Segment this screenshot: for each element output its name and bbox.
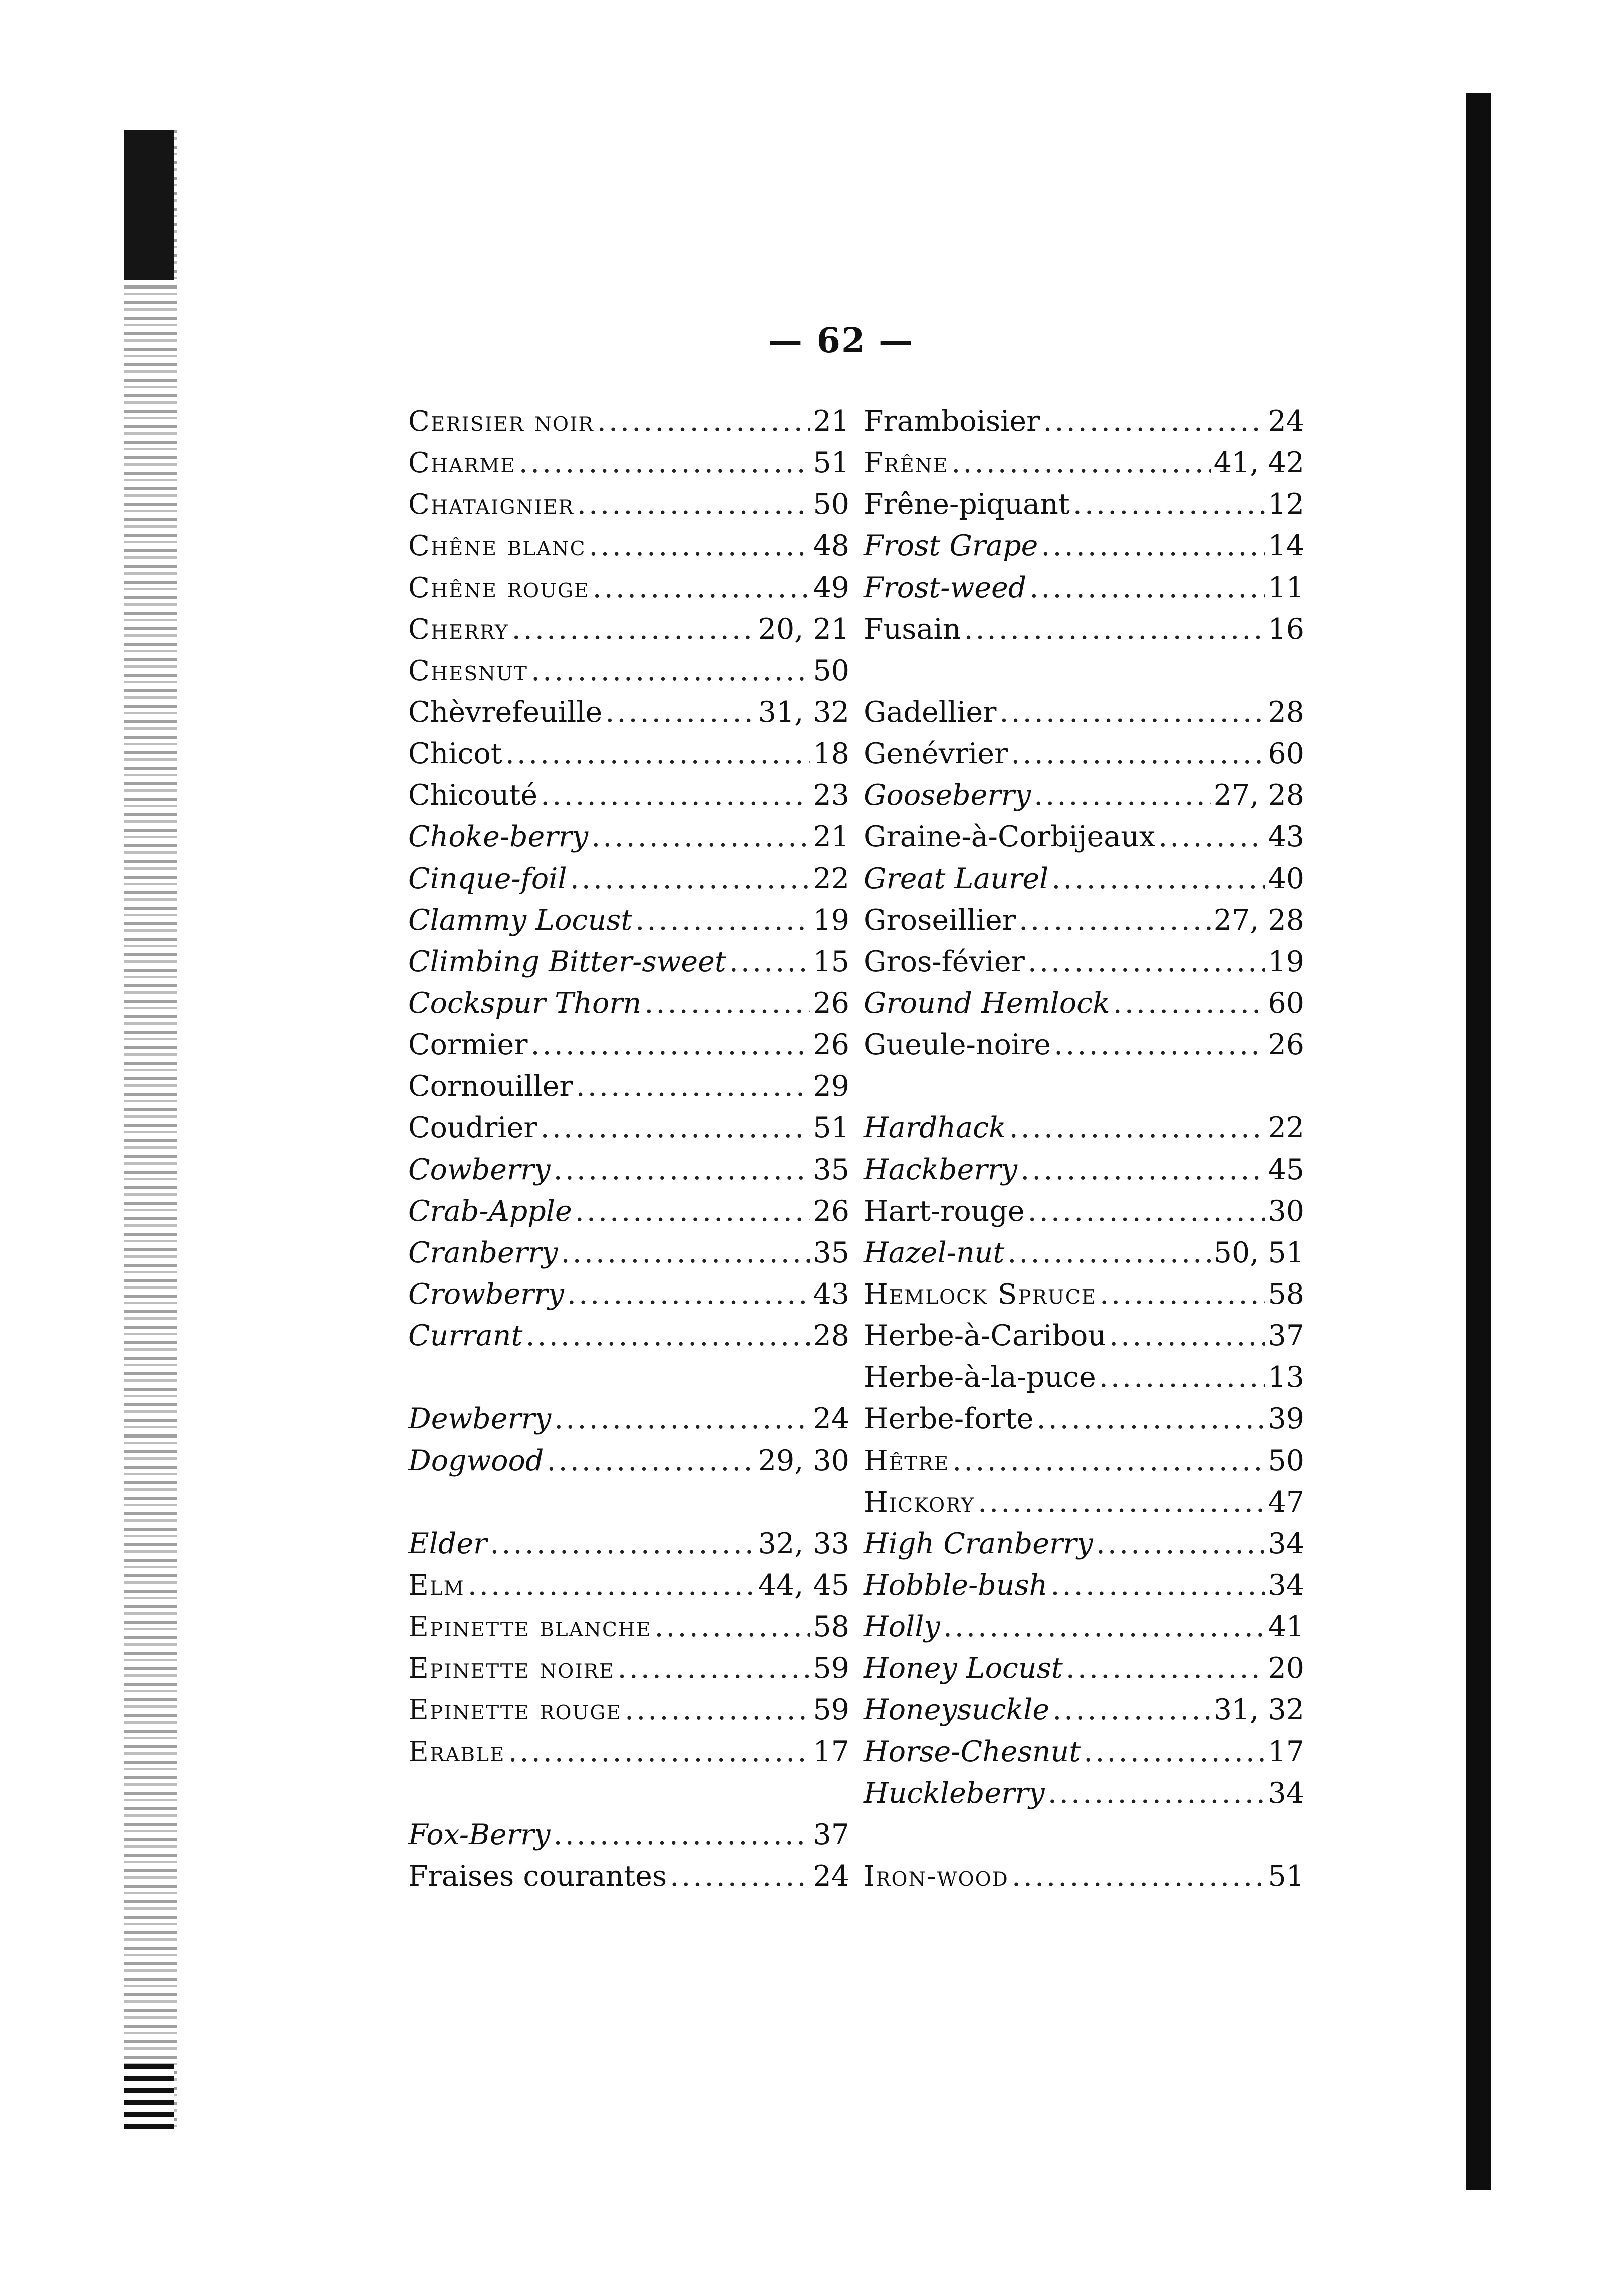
index-entry	[408, 983, 849, 1024]
index-entry	[864, 692, 1304, 733]
dot-leader	[1034, 775, 1211, 816]
index-page-refs: 58	[1268, 1278, 1304, 1311]
dot-leader	[625, 1689, 810, 1731]
index-entry	[408, 650, 849, 692]
index-entry	[864, 900, 1304, 941]
scan-edge-left-bottom	[124, 2064, 174, 2134]
index-section-gap	[408, 1357, 849, 1398]
index-page-refs: 12	[1268, 488, 1304, 521]
dot-leader	[468, 1565, 755, 1606]
dot-leader	[554, 1398, 810, 1440]
scan-edge-right	[1466, 93, 1491, 2190]
index-page-refs: 58	[813, 1610, 849, 1643]
index-term: Framboisier	[864, 405, 1040, 438]
index-term: Graine-à-Corbijeaux	[864, 820, 1156, 853]
dot-leader	[597, 401, 810, 442]
index-entry	[408, 1440, 849, 1482]
index-entry	[408, 442, 849, 484]
dot-leader	[1036, 1398, 1265, 1440]
index-entry	[408, 1232, 849, 1274]
index-term: Honey Locust	[864, 1652, 1063, 1685]
index-entry	[864, 1565, 1304, 1606]
index-page-refs: 13	[1268, 1361, 1304, 1394]
index-page-refs: 40	[1268, 862, 1304, 895]
index-entry	[408, 733, 849, 775]
index-page-refs: 50	[1268, 1444, 1304, 1477]
index-entry	[408, 484, 849, 525]
index-term: Fraises courantes	[408, 1860, 667, 1893]
dot-leader	[575, 1191, 810, 1232]
index-term: Fox-Berry	[408, 1818, 551, 1851]
index-term: Hardhack	[864, 1111, 1006, 1144]
dot-leader	[525, 1315, 810, 1357]
dot-leader	[644, 983, 810, 1024]
dot-leader	[1158, 816, 1265, 858]
index-page-refs: 59	[813, 1693, 849, 1727]
index-page-refs: 50, 51	[1213, 1236, 1304, 1269]
index-entry	[864, 442, 1304, 484]
index-term: Hêtre	[864, 1445, 950, 1477]
index-term: Chesnut	[408, 655, 528, 687]
index-page-refs: 34	[1268, 1527, 1304, 1560]
index-page-refs: 31, 32	[758, 696, 849, 729]
index-entry	[408, 1274, 849, 1315]
index-term: Hart-rouge	[864, 1195, 1025, 1228]
dot-leader	[591, 816, 810, 858]
page-number: — 62 —	[768, 321, 914, 361]
index-page-refs: 45	[1268, 1153, 1304, 1186]
index-entry	[408, 1731, 849, 1773]
index-page-refs: 26	[813, 1195, 849, 1228]
index-term: Honeysuckle	[864, 1693, 1050, 1727]
index-term: Gueule-noire	[864, 1028, 1051, 1061]
dot-leader	[1009, 1107, 1265, 1149]
index-term: Hobble-bush	[864, 1569, 1048, 1602]
index-entry	[408, 1107, 849, 1149]
index-entry	[408, 1066, 849, 1107]
dot-leader	[1011, 733, 1265, 775]
index-entry	[864, 1731, 1304, 1773]
index-entry	[864, 733, 1304, 775]
dot-leader	[541, 775, 810, 816]
index-entry	[864, 1232, 1304, 1274]
index-entry	[408, 1398, 849, 1440]
index-entry	[408, 567, 849, 609]
index-entry	[864, 525, 1304, 567]
index-page-refs: 19	[1268, 945, 1304, 978]
index-page-refs: 24	[813, 1860, 849, 1893]
index-term: Cherry	[408, 613, 509, 646]
dot-leader	[1050, 1565, 1265, 1606]
index-page-refs: 50	[813, 488, 849, 521]
dot-leader	[530, 1024, 810, 1066]
index-term: Frost Grape	[864, 529, 1038, 562]
index-term: Climbing Bitter-sweet	[408, 945, 726, 978]
index-entry	[864, 1440, 1304, 1482]
index-term: Huckleberry	[864, 1777, 1045, 1810]
index-entry	[408, 775, 849, 816]
dot-leader	[1099, 1357, 1265, 1398]
index-term: Chataignier	[408, 488, 574, 521]
index-term: Clammy Locust	[408, 904, 633, 937]
index-entry	[408, 1606, 849, 1648]
index-entry	[864, 941, 1304, 983]
index-entry	[864, 1149, 1304, 1191]
dot-leader	[1020, 1149, 1265, 1191]
index-entry	[864, 1191, 1304, 1232]
index-term: Epinette rouge	[408, 1694, 622, 1727]
index-section-gap	[408, 1482, 849, 1523]
dot-leader	[519, 442, 810, 484]
index-page-refs: 20, 21	[758, 613, 849, 646]
index-page-refs: 29, 30	[758, 1444, 849, 1477]
index-term: High Cranberry	[864, 1527, 1093, 1560]
index-term: Fusain	[864, 613, 961, 646]
index-term: Cockspur Thorn	[408, 987, 642, 1020]
index-page-refs: 49	[813, 571, 849, 604]
index-entry	[864, 1398, 1304, 1440]
index-entry	[408, 1315, 849, 1357]
index-entry	[864, 775, 1304, 816]
index-term: Cinque-foil	[408, 862, 567, 895]
dot-leader	[964, 609, 1265, 650]
index-term: Chicot	[408, 737, 502, 770]
index-page-refs: 50	[813, 654, 849, 687]
index-entry	[864, 1856, 1304, 1897]
index-page-refs: 14	[1268, 529, 1304, 562]
index-term: Dogwood	[408, 1444, 544, 1477]
index-entry	[864, 1357, 1304, 1398]
dot-leader	[505, 733, 810, 775]
index-page-refs: 16	[1268, 613, 1304, 646]
index-entry	[408, 1149, 849, 1191]
dot-leader	[1007, 1232, 1210, 1274]
index-term: Coudrier	[408, 1111, 537, 1144]
index-page-refs: 21	[813, 405, 849, 438]
index-term: Gooseberry	[864, 779, 1031, 812]
index-term: Frost-weed	[864, 571, 1027, 604]
index-page-refs: 26	[813, 987, 849, 1020]
index-entry	[864, 1606, 1304, 1648]
dot-leader	[508, 1731, 810, 1773]
index-term: Cowberry	[408, 1153, 551, 1186]
index-entry	[408, 1024, 849, 1066]
index-term: Chêne rouge	[408, 571, 590, 604]
index-term: Cormier	[408, 1028, 528, 1061]
index-term: Hazel-nut	[864, 1236, 1005, 1269]
dot-leader	[1073, 484, 1265, 525]
index-page-refs: 32, 33	[758, 1527, 849, 1560]
index-entry	[864, 816, 1304, 858]
index-entry	[864, 1482, 1304, 1523]
dot-leader	[952, 1440, 1265, 1482]
index-term: Chicouté	[408, 779, 538, 812]
dot-leader	[1051, 858, 1265, 900]
index-entry	[864, 1523, 1304, 1565]
dot-leader	[567, 1274, 810, 1315]
dot-leader	[729, 941, 810, 983]
index-term: Horse-Chesnut	[864, 1735, 1081, 1768]
index-entry	[408, 1648, 849, 1689]
dot-leader	[1109, 1315, 1265, 1357]
index-term: Cerisier noir	[408, 405, 594, 438]
index-page-refs: 27, 28	[1213, 779, 1304, 812]
index-page-refs: 43	[1268, 820, 1304, 853]
dot-leader	[1029, 567, 1265, 609]
scan-edge-left	[124, 130, 177, 2129]
dot-leader	[943, 1606, 1265, 1648]
index-entry	[408, 941, 849, 983]
index-page-refs: 47	[1268, 1486, 1304, 1519]
index-entry	[408, 858, 849, 900]
index-page-refs: 22	[1268, 1111, 1304, 1144]
index-page-refs: 41, 42	[1213, 446, 1304, 479]
index-term: Frêne	[864, 447, 949, 479]
index-term: Hickory	[864, 1486, 975, 1519]
index-section-gap	[864, 1066, 1304, 1107]
index-term: Groseillier	[864, 904, 1016, 937]
index-page-refs: 51	[1268, 1860, 1304, 1893]
index-term: Genévrier	[864, 737, 1008, 770]
index-page-refs: 29	[813, 1070, 849, 1103]
index-page-refs: 26	[1268, 1028, 1304, 1061]
index-term: Great Laurel	[864, 862, 1049, 895]
dot-leader	[1048, 1773, 1265, 1814]
dot-leader	[1066, 1648, 1265, 1689]
dot-leader	[570, 858, 810, 900]
dot-leader	[593, 567, 810, 609]
index-page-refs: 35	[813, 1236, 849, 1269]
index-term: Choke-berry	[408, 820, 589, 853]
dot-leader	[1084, 1731, 1265, 1773]
index-term: Herbe-à-Caribou	[864, 1319, 1106, 1352]
index-page-refs: 26	[813, 1028, 849, 1061]
index-page-refs: 51	[813, 1111, 849, 1144]
index-term: Herbe-forte	[864, 1402, 1034, 1436]
dot-leader	[951, 442, 1210, 484]
index-entry	[408, 609, 849, 650]
index-entry	[864, 1315, 1304, 1357]
dot-leader	[1041, 525, 1265, 567]
index-entry	[408, 1689, 849, 1731]
index-term: Elder	[408, 1527, 487, 1560]
index-column-right	[864, 401, 1304, 1897]
dot-leader	[541, 1107, 810, 1149]
dot-leader	[1012, 1856, 1265, 1897]
index-page-refs: 22	[813, 862, 849, 895]
dot-leader	[577, 484, 810, 525]
index-page-refs: 34	[1268, 1777, 1304, 1810]
dot-leader	[1028, 1191, 1265, 1232]
index-term: Gros-févier	[864, 945, 1025, 978]
dot-leader	[654, 1606, 810, 1648]
dot-leader	[1054, 1024, 1265, 1066]
index-term: Iron-wood	[864, 1860, 1009, 1893]
index-term: Hackberry	[864, 1153, 1018, 1186]
index-term: Gadellier	[864, 696, 997, 729]
index-section-gap	[864, 650, 1304, 692]
index-page-refs: 44, 45	[758, 1569, 849, 1602]
dot-leader	[605, 692, 755, 733]
index-term: Epinette blanche	[408, 1611, 652, 1643]
index-section-gap	[408, 1773, 849, 1814]
index-page-refs: 34	[1268, 1569, 1304, 1602]
index-page-refs: 60	[1268, 737, 1304, 770]
index-page-refs: 19	[813, 904, 849, 937]
index-entry	[864, 1648, 1304, 1689]
index-entry	[864, 567, 1304, 609]
index-term: Cranberry	[408, 1236, 558, 1269]
index-entry	[408, 525, 849, 567]
index-page-refs: 23	[813, 779, 849, 812]
index-page-refs: 28	[813, 1319, 849, 1352]
index-term: Frêne-piquant	[864, 488, 1070, 521]
index-page-refs: 11	[1268, 571, 1304, 604]
index-entry	[408, 1856, 849, 1897]
index-page-refs: 24	[813, 1402, 849, 1436]
index-entry	[408, 816, 849, 858]
index-section-gap	[864, 1814, 1304, 1856]
dot-leader	[670, 1856, 810, 1897]
dot-leader	[554, 1149, 810, 1191]
dot-leader	[1113, 983, 1265, 1024]
index-entry	[408, 1565, 849, 1606]
index-term: Chêne blanc	[408, 530, 586, 562]
index-entry	[864, 1689, 1304, 1731]
dot-leader	[561, 1232, 810, 1274]
index-entry	[864, 401, 1304, 442]
dot-leader	[1019, 900, 1211, 941]
index-page-refs: 59	[813, 1652, 849, 1685]
index-page-refs: 20	[1268, 1652, 1304, 1685]
dot-leader	[490, 1523, 755, 1565]
index-entry	[408, 1814, 849, 1856]
index-entry	[864, 1107, 1304, 1149]
dot-leader	[547, 1440, 755, 1482]
index-term: Herbe-à-la-puce	[864, 1361, 1096, 1394]
index-page-refs: 24	[1268, 405, 1304, 438]
dot-leader	[589, 525, 810, 567]
index-page-refs: 15	[813, 945, 849, 978]
index-term: Chèvrefeuille	[408, 696, 603, 729]
index-page-refs: 31, 32	[1213, 1693, 1304, 1727]
dot-leader	[635, 900, 810, 941]
index-term: Charme	[408, 447, 516, 479]
index-term: Crab-Apple	[408, 1195, 572, 1228]
dot-leader	[1043, 401, 1265, 442]
dot-leader	[1052, 1689, 1211, 1731]
index-entry	[864, 1773, 1304, 1814]
index-entry	[408, 401, 849, 442]
index-column-left	[408, 401, 849, 1897]
dot-leader	[617, 1648, 810, 1689]
index-term: Epinette noire	[408, 1652, 615, 1685]
dot-leader	[978, 1482, 1265, 1523]
index-entry	[864, 609, 1304, 650]
index-entry	[864, 484, 1304, 525]
index-entry	[408, 1191, 849, 1232]
scan-edge-left-top	[124, 130, 174, 280]
index-page-refs: 37	[813, 1818, 849, 1851]
index-page-refs: 27, 28	[1213, 904, 1304, 937]
index-entry	[864, 1024, 1304, 1066]
index-page-refs: 18	[813, 737, 849, 770]
index-page-refs: 39	[1268, 1402, 1304, 1436]
index-entry	[864, 1274, 1304, 1315]
dot-leader	[553, 1814, 810, 1856]
index-term: Hemlock Spruce	[864, 1278, 1097, 1311]
index-entry	[408, 900, 849, 941]
index-term: Dewberry	[408, 1402, 552, 1436]
index-term: Crowberry	[408, 1278, 564, 1311]
index-page-refs: 37	[1268, 1319, 1304, 1352]
index-page-refs: 51	[813, 446, 849, 479]
dot-leader	[999, 692, 1265, 733]
index-entry	[408, 692, 849, 733]
index-entry	[864, 983, 1304, 1024]
dot-leader	[1028, 941, 1265, 983]
index-entry	[864, 858, 1304, 900]
index-page-refs: 30	[1268, 1195, 1304, 1228]
index-term: Ground Hemlock	[864, 987, 1110, 1020]
index-term: Currant	[408, 1319, 523, 1352]
dot-leader	[1100, 1274, 1265, 1315]
index-term: Cornouiller	[408, 1070, 573, 1103]
dot-leader	[576, 1066, 810, 1107]
dot-leader	[1096, 1523, 1265, 1565]
index-page-refs: 17	[813, 1735, 849, 1768]
index-page-refs: 60	[1268, 987, 1304, 1020]
index-term: Elm	[408, 1569, 465, 1602]
index-page-refs: 48	[813, 529, 849, 562]
dot-leader	[512, 609, 755, 650]
dot-leader	[531, 650, 810, 692]
index-entry	[408, 1523, 849, 1565]
index-page-refs: 35	[813, 1153, 849, 1186]
index-page-refs: 21	[813, 820, 849, 853]
index-page-refs: 43	[813, 1278, 849, 1311]
index-term: Erable	[408, 1736, 505, 1768]
index-page-refs: 17	[1268, 1735, 1304, 1768]
index-page-refs: 41	[1268, 1610, 1304, 1643]
index-term: Holly	[864, 1610, 940, 1643]
index-page-refs: 28	[1268, 696, 1304, 729]
